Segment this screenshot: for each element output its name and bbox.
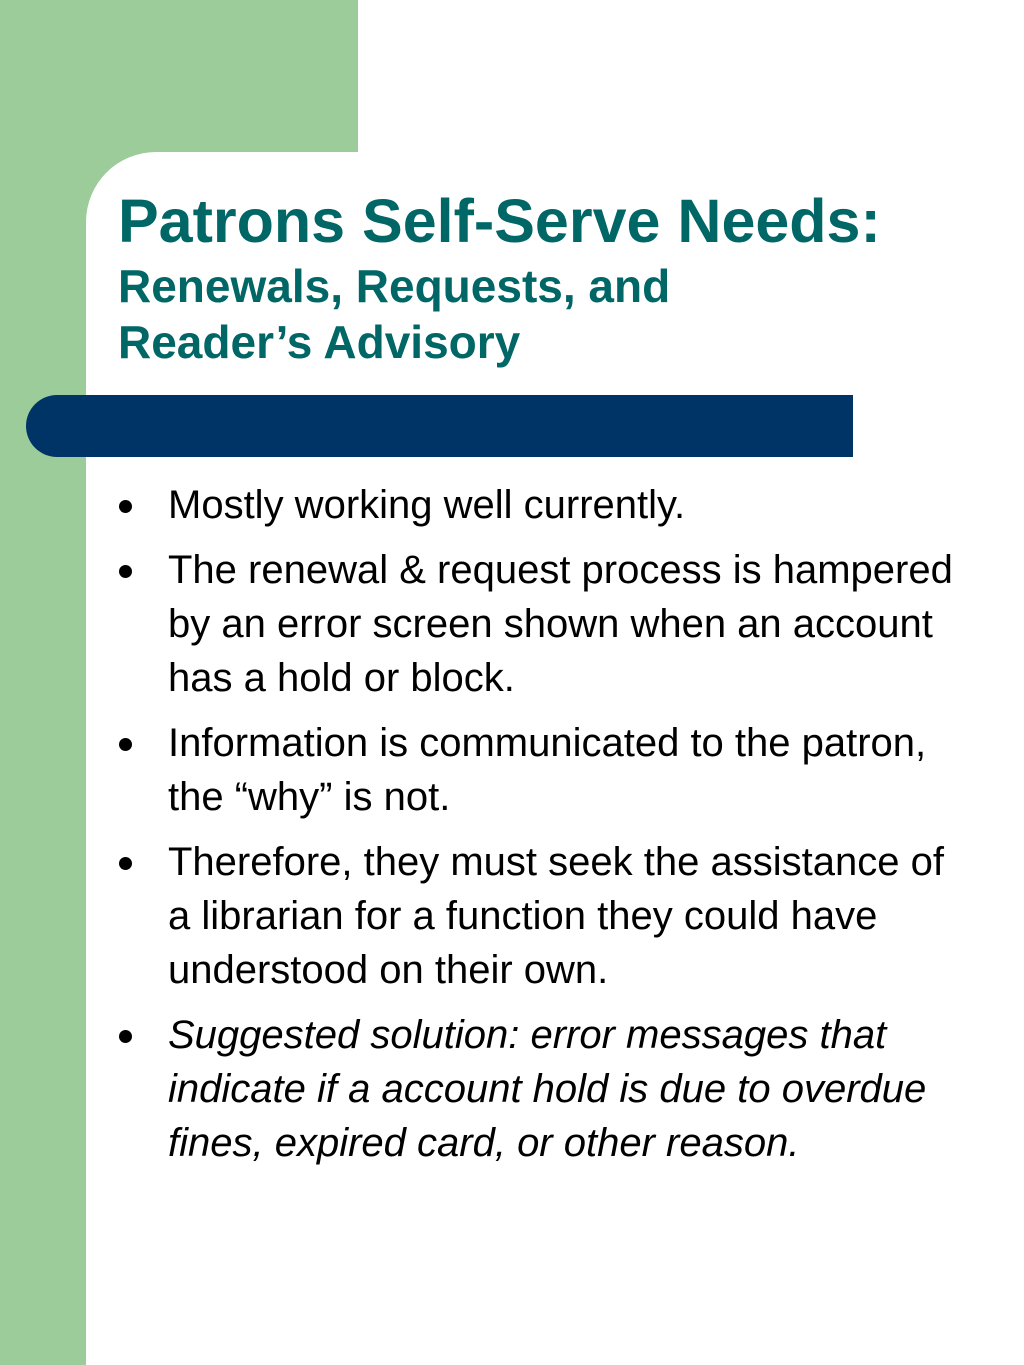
bullet-item-suggested-solution <box>118 1008 954 1170</box>
bullet-text: Therefore, they must seek the assistance of a librarian for a function they could have understood on their own. <box>168 840 944 992</box>
title-divider-bar <box>26 395 853 457</box>
bullet-dot-icon <box>119 738 132 751</box>
bullet-item <box>118 835 954 997</box>
bullet-dot-icon <box>119 1030 132 1043</box>
bullet-text: Information is communicated to the patron, the “why” is not. <box>168 721 927 819</box>
bullet-text: Suggested solution: error messages that indicate if a account hold is due to overdue fines, expired card, or other reason. <box>168 1013 927 1165</box>
bullet-item <box>118 716 954 824</box>
slide-title: Patrons Self-Serve Needs: <box>118 187 881 255</box>
bullet-dot-icon <box>119 857 132 870</box>
bullet-item <box>118 478 954 532</box>
bullet-text: The renewal & request process is hampered by an error screen shown when an account has a hold or block. <box>168 548 953 700</box>
bullet-dot-icon <box>119 565 132 578</box>
bullet-list <box>118 478 954 1181</box>
slide-subtitle: Renewals, Requests, and Reader’s Advisory <box>118 260 671 368</box>
bullet-item <box>118 543 954 705</box>
bullet-text: Mostly working well currently. <box>168 483 686 527</box>
bullet-dot-icon <box>119 500 132 513</box>
